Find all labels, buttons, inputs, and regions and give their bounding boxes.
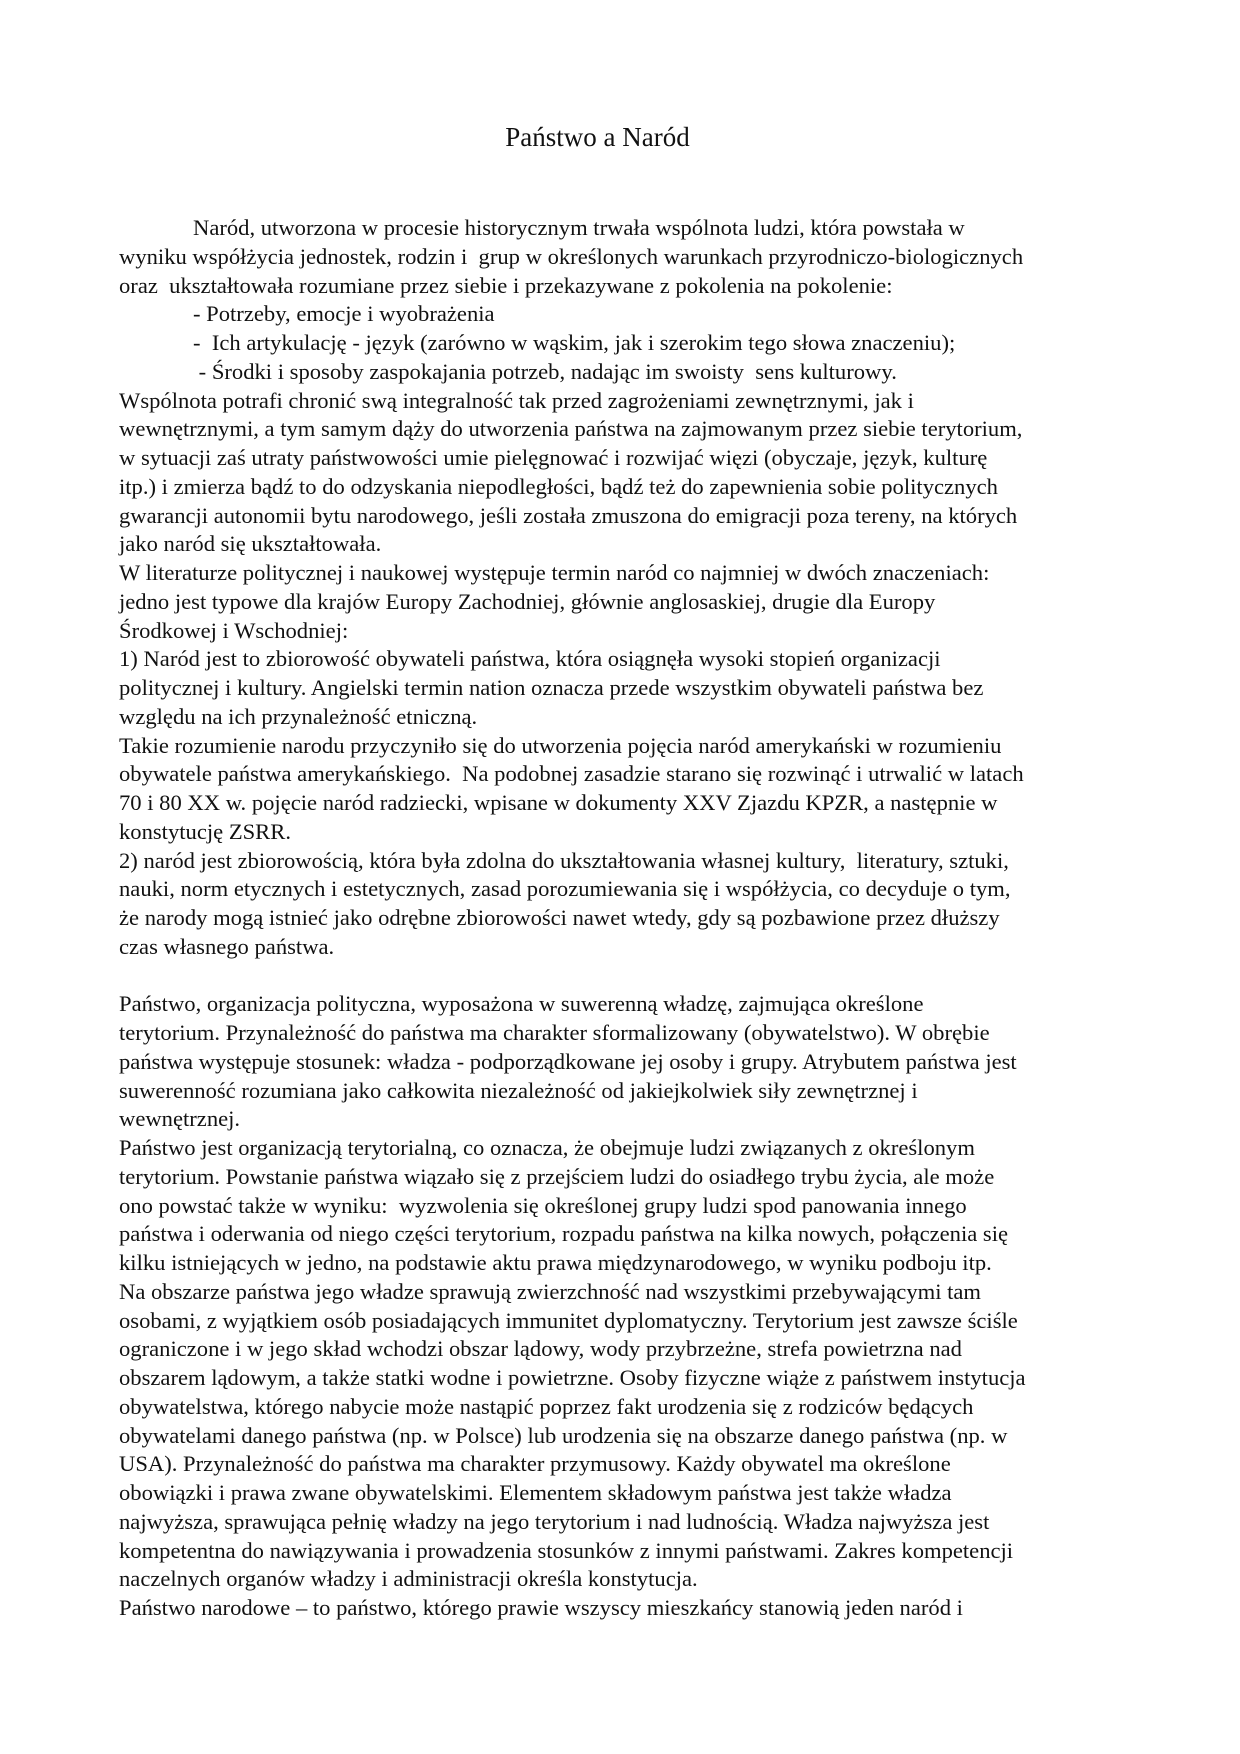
text-line: jedno jest typowe dla krajów Europy Zachodniej, głównie anglosaskiej, drugie dla Europy [119, 588, 936, 614]
text-line: Państwo, organizacja polityczna, wyposażona w suwerenną władzę, zajmująca określone [119, 991, 924, 1017]
text-line: osobami, z wyjątkiem osób posiadających immunitet dyplomatyczny. Terytorium jest zawsze ściśle [119, 1307, 1018, 1333]
text-line: kilku istniejących w jedno, na podstawie aktu prawa międzynarodowego, w wyniku podboju itp. [119, 1250, 992, 1275]
text-line: suwerenność rozumiana jako całkowita niezależność od jakiejkolwiek siły zewnętrznej i [119, 1077, 918, 1103]
document-body [119, 214, 1129, 1623]
list-item: - Potrzeby, emocje i wyobrażenia [193, 301, 495, 327]
text-line: że narody mogą istnieć jako odrębne zbiorowości nawet wtedy, gdy są pozbawione przez dłuższy [119, 905, 1000, 930]
list-item: - Środki i sposoby zaspokajania potrzeb, nadając im swoisty sens kulturowy. [193, 358, 897, 384]
text-line: wewnętrznymi, a tym samym dąży do utworzenia państwa na zajmowanym przez siebie terytorium, [119, 416, 1023, 442]
text-line: wewnętrznej. [119, 1106, 241, 1132]
text-line: itp.) i zmierza bądź to do odzyskania niepodległości, bądź też do zapewnienia sobie politycznych [119, 473, 998, 499]
text-line: konstytucję ZSRR. [119, 818, 291, 844]
text-line: jako naród się ukształtowała. [119, 531, 382, 557]
text-line: 2) naród jest zbiorowością, która była zdolna do ukształtowania własnej kultury, literatury, sztuki, [119, 847, 1009, 873]
text-line: Państwo jest organizacją terytorialną, co oznacza, że obejmuje ludzi związanych z określonym [119, 1135, 975, 1160]
text-line: najwyższa, sprawująca pełnię władzy na jego terytorium i nad ludnością. Władza najwyższa jest [119, 1508, 990, 1534]
text-line: państwa i oderwania od niego części terytorium, rozpadu państwa na kilka nowych, połączenia się [119, 1221, 1009, 1247]
text-line: ograniczone i w jego skład wchodzi obszar lądowy, wody przybrzeżne, strefa powietrzna nad [119, 1336, 962, 1362]
text-line: Na obszarze państwa jego władze sprawują zwierzchność nad wszystkimi przebywającymi tam [119, 1278, 981, 1304]
text-line: Środkowej i Wschodniej: [119, 617, 349, 643]
text-line: obywatele państwa amerykańskiego. Na podobnej zasadzie starano się rozwinąć i utrwalić w latach [119, 761, 1024, 787]
text-line: obywatelami danego państwa (np. w Polsce) lub urodzenia się na obszarze danego państwa (np. w [119, 1422, 1008, 1448]
text-line: ono powstać także w wyniku: wyzwolenia się określonej grupy ludzi spod panowania innego [119, 1192, 967, 1218]
text-line: w sytuacji zaś utraty państwowości umie pielęgnować i rozwijać więzi (obyczaje, język, kulturę [119, 445, 988, 470]
text-line: Państwo narodowe – to państwo, którego prawie wszyscy mieszkańcy stanowią jeden naród i [119, 1595, 963, 1620]
text-line: obszarem lądowym, a także statki wodne i powietrzne. Osoby fizyczne wiąże z państwem instytucja [119, 1365, 1026, 1390]
text-line: względu na ich przynależność etniczną. [119, 703, 478, 729]
text-line: Takie rozumienie narodu przyczyniło się do utworzenia pojęcia naród amerykański w rozumieniu [119, 732, 1002, 758]
text-line: czas własnego państwa. [119, 933, 335, 959]
blank-line [119, 962, 1129, 991]
list-item: - Ich artykulację - język (zarówno w wąskim, jak i szerokim tego słowa znaczeniu); [193, 330, 956, 355]
text-line: oraz ukształtowała rozumiane przez siebie i przekazywane z pokolenia na pokolenie: [119, 272, 893, 298]
text-line: 70 i 80 XX w. pojęcie naród radziecki, wpisane w dokumenty XXV Zjazdu KPZR, a następnie w [119, 790, 998, 815]
text-line: obowiązki i prawa zwane obywatelskimi. Elementem składowym państwa jest także władza [119, 1480, 952, 1505]
text-line: naczelnych organów władzy i administracji określa konstytucja. [119, 1566, 698, 1592]
text-line: nauki, norm etycznych i estetycznych, zasad porozumiewania się i współżycia, co decyduje o tym, [119, 876, 1011, 902]
document-title: Państwo a Naród [505, 122, 690, 152]
text-line: Wspólnota potrafi chronić swą integralność tak przed zagrożeniami zewnętrznymi, jak i [119, 387, 914, 413]
text-line: politycznej i kultury. Angielski termin nation oznacza przede wszystkim obywateli państwa bez [119, 675, 984, 700]
text-line: terytorium. Przynależność do państwa ma charakter sformalizowany (obywatelstwo). W obrębie [119, 1020, 990, 1045]
text-line: W literaturze politycznej i naukowej występuje termin naród co najmniej w dwóch znaczeniach: [119, 560, 990, 585]
text-line: kompetentna do nawiązywania i prowadzenia stosunków z innymi państwami. Zakres kompetencji [119, 1537, 1014, 1563]
text-line: wyniku współżycia jednostek, rodzin i grup w określonych warunkach przyrodniczo-biologicznych [119, 243, 1024, 269]
text-line: obywatelstwa, którego nabycie może nastąpić poprzez fakt urodzenia się z rodziców będących [119, 1393, 974, 1419]
text-line: terytorium. Powstanie państwa wiązało się z przejściem ludzi do osiadłego trybu życia, ale może [119, 1163, 995, 1189]
text-line: Naród, utworzona w procesie historycznym trwała wspólnota ludzi, która powstała w [193, 215, 965, 240]
text-line: USA). Przynależność do państwa ma charakter przymusowy. Każdy obywatel ma określone [119, 1451, 951, 1477]
text-line: 1) Naród jest to zbiorowość obywateli państwa, która osiągnęła wysoki stopień organizacji [119, 646, 941, 672]
text-line: gwarancji autonomii bytu narodowego, jeśli została zmuszona do emigracji poza tereny, na których [119, 502, 1018, 528]
text-line: państwa występuje stosunek: władza - podporządkowane jej osoby i grupy. Atrybutem państwa jest [119, 1048, 1017, 1074]
